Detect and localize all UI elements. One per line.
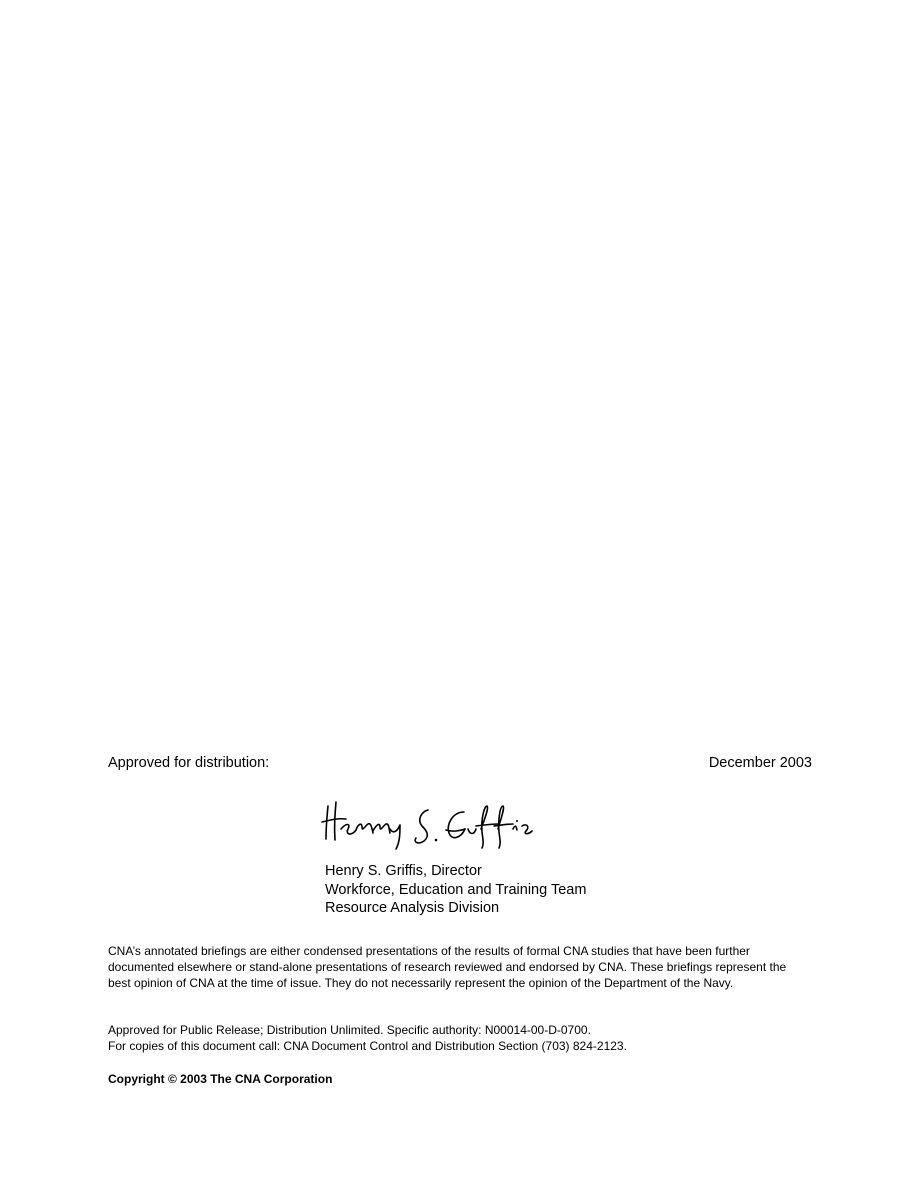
release-copies-line: For copies of this document call: CNA Document Control and Distribution Section (703) 824-2123. [108, 1038, 627, 1053]
release-authority-line: Approved for Public Release; Distribution Unlimited. Specific authority: N00014-00-D-0700. [108, 1023, 591, 1037]
signatory-name-title: Henry S. Griffis, Director [325, 863, 482, 879]
release-block [108, 1023, 812, 1055]
approval-date: December 2003 [708, 755, 812, 771]
copyright-notice: Copyright © 2003 The CNA Corporation [108, 1072, 333, 1086]
signature-image [318, 796, 543, 852]
disclaimer-paragraph: CNA’s annotated briefings are either condensed presentations of the results of formal CNA studies that have been further documented elsewhere or stand-alone presentations of research reviewed and endorsed by CNA. These briefings represent the best opinion of CNA at the time of issue. They do not necessarily represent the opinion of the Department of the Navy. [108, 944, 787, 990]
signatory-block [325, 862, 586, 918]
signatory-division: Resource Analysis Division [325, 900, 500, 916]
approval-label: Approved for distribution: [108, 755, 270, 771]
signatory-team: Workforce, Education and Training Team [325, 881, 587, 898]
